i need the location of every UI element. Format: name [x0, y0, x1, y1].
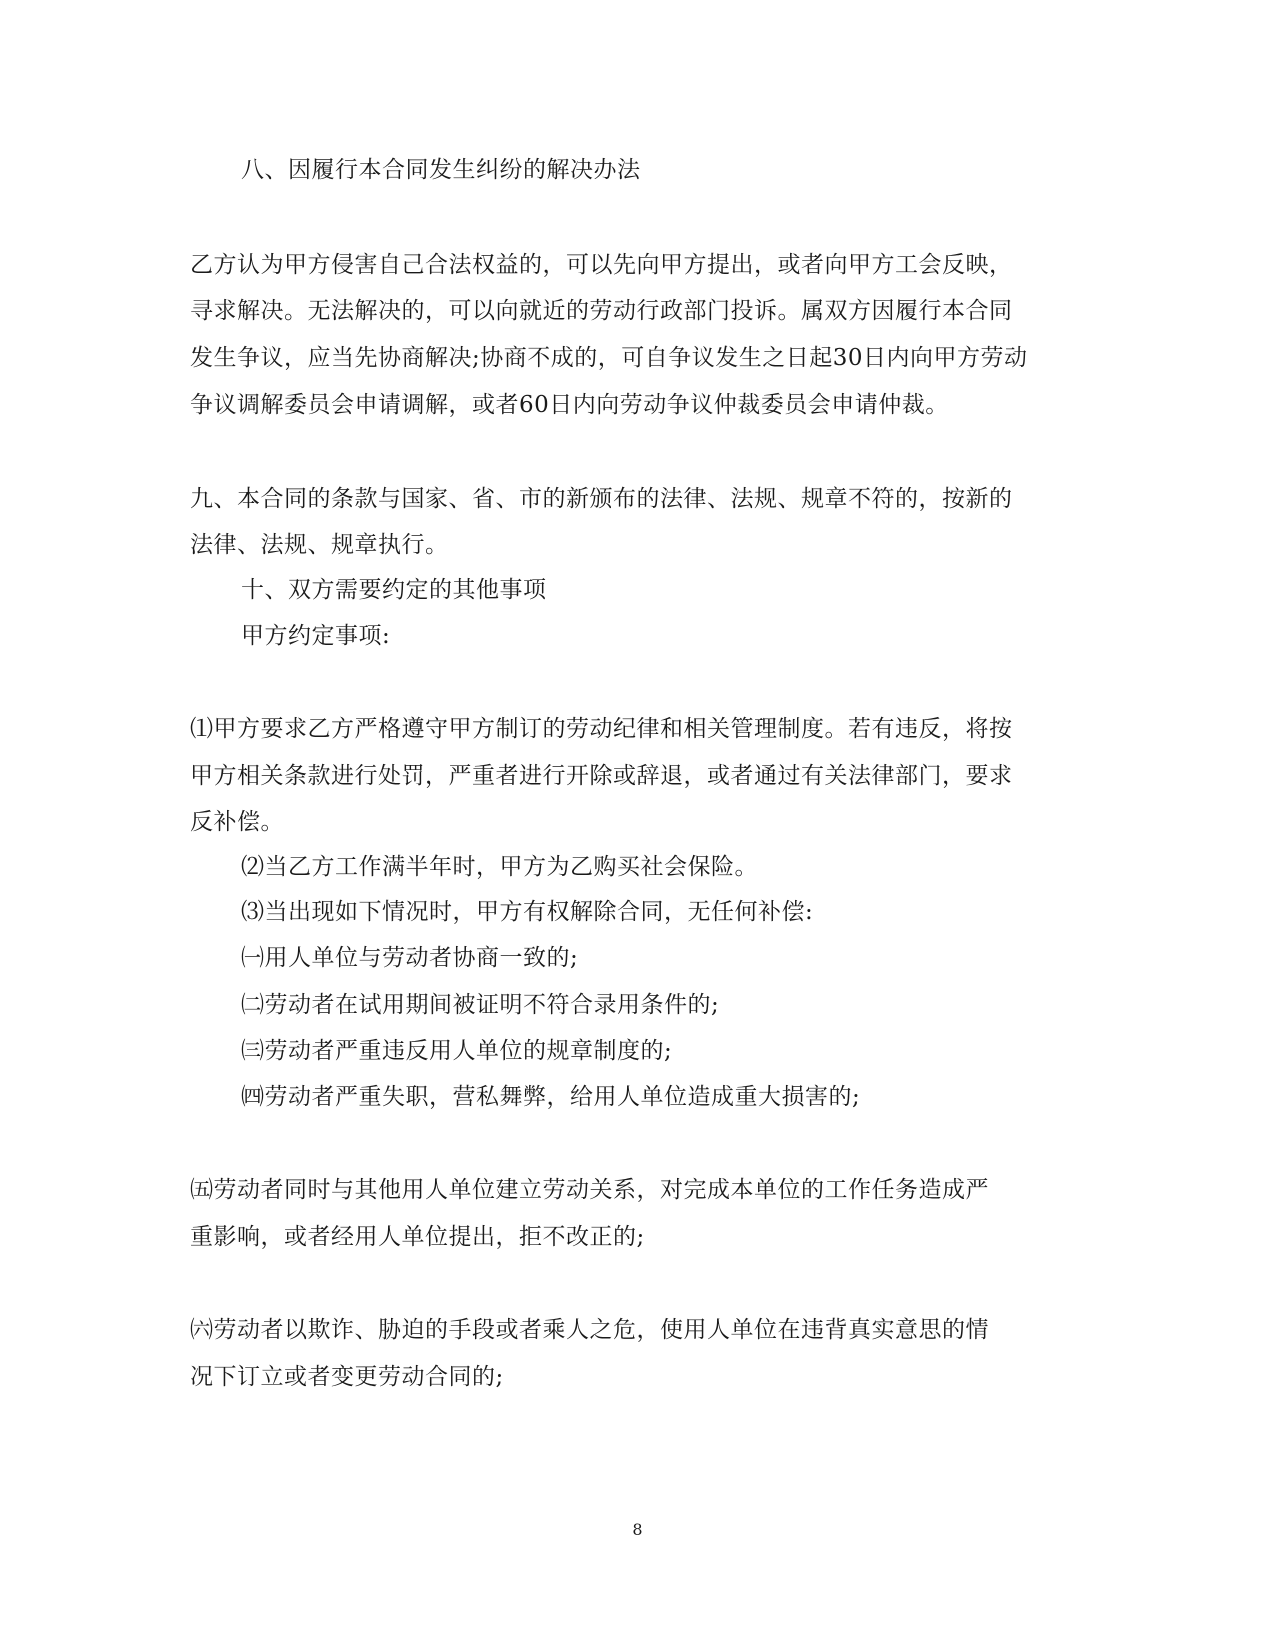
- list-item: ⑵当乙方工作满半年时，甲方为乙购买社会保险。: [241, 854, 758, 880]
- list-item: ㈤劳动者同时与其他用人单位建立劳动关系，对完成本单位的工作任务造成严: [190, 1177, 989, 1203]
- paragraph-line: 法律、法规、规章执行。: [190, 532, 449, 558]
- list-item: ⑴甲方要求乙方严格遵守甲方制订的劳动纪律和相关管理制度。若有违反，将按: [190, 716, 1013, 742]
- list-item-continuation: 重影响，或者经用人单位提出，拒不改正的;: [190, 1224, 645, 1250]
- paragraph-line: 寻求解决。无法解决的，可以向就近的劳动行政部门投诉。属双方因履行本合同: [190, 298, 1013, 324]
- list-item: ㈠用人单位与劳动者协商一致的;: [241, 945, 579, 971]
- section-heading-10: 十、双方需要约定的其他事项: [241, 577, 547, 603]
- list-item: ㈣劳动者严重失职，营私舞弊，给用人单位造成重大损害的;: [241, 1084, 861, 1110]
- list-item: ㈡劳动者在试用期间被证明不符合录用条件的;: [241, 992, 720, 1018]
- section-heading-9: 九、本合同的条款与国家、省、市的新颁布的法律、法规、规章不符的，按新的: [190, 486, 1013, 512]
- paragraph-line: 发生争议，应当先协商解决;协商不成的，可自争议发生之日起30日内向甲方劳动: [190, 345, 1028, 371]
- list-item-continuation: 况下订立或者变更劳动合同的;: [190, 1364, 504, 1390]
- paragraph-line: 争议调解委员会申请调解，或者60日内向劳动争议仲裁委员会申请仲裁。: [190, 392, 949, 418]
- subheading: 甲方约定事项:: [241, 623, 391, 649]
- section-heading-8: 八、因履行本合同发生纠纷的解决办法: [241, 157, 641, 183]
- list-item: ㈢劳动者严重违反用人单位的规章制度的;: [241, 1038, 673, 1064]
- page-number: 8: [632, 1520, 643, 1539]
- list-item-continuation: 甲方相关条款进行处罚，严重者进行开除或辞退，或者通过有关法律部门，要求: [190, 763, 1013, 789]
- paragraph-line: 乙方认为甲方侵害自己合法权益的，可以先向甲方提出，或者向甲方工会反映，: [190, 252, 1013, 278]
- list-item: ㈥劳动者以欺诈、胁迫的手段或者乘人之危，使用人单位在违背真实意思的情: [190, 1317, 989, 1343]
- list-item-continuation: 反补偿。: [190, 809, 284, 835]
- list-item: ⑶当出现如下情况时，甲方有权解除合同，无任何补偿:: [241, 899, 814, 925]
